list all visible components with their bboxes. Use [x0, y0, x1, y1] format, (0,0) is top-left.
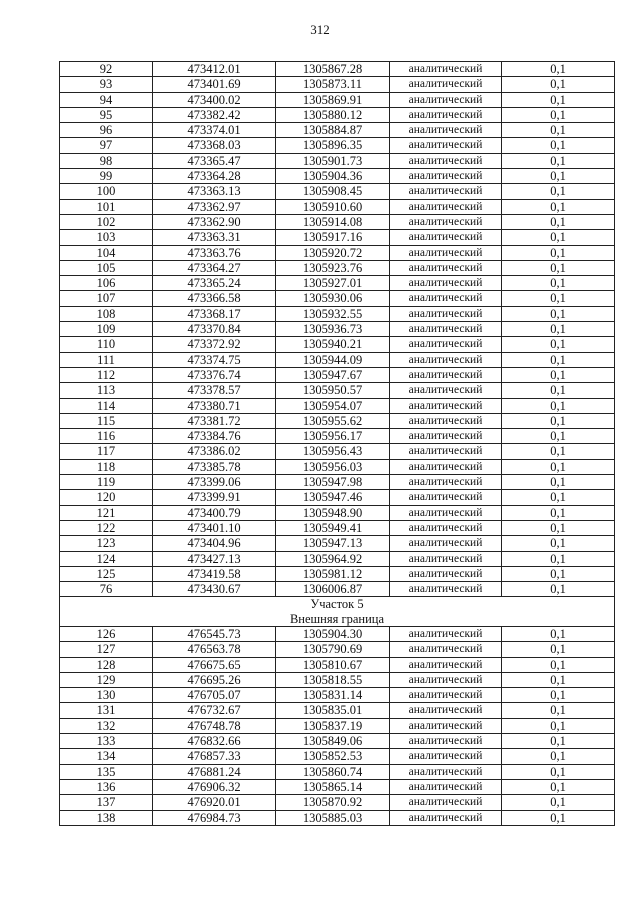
point-number-cell: 104 [60, 245, 153, 260]
point-number-cell: 123 [60, 536, 153, 551]
y-coordinate-cell: 1305936.73 [276, 322, 390, 337]
method-cell: аналитический [390, 77, 502, 92]
point-number-cell: 105 [60, 260, 153, 275]
y-coordinate-cell: 1305790.69 [276, 642, 390, 657]
y-coordinate-cell: 1305947.98 [276, 475, 390, 490]
point-number-cell: 128 [60, 657, 153, 672]
point-number-cell: 129 [60, 672, 153, 687]
y-coordinate-cell: 1305947.13 [276, 536, 390, 551]
point-number-cell: 118 [60, 459, 153, 474]
point-number-cell: 108 [60, 306, 153, 321]
method-cell: аналитический [390, 398, 502, 413]
x-coordinate-cell: 476881.24 [153, 764, 276, 779]
y-coordinate-cell: 1305873.11 [276, 77, 390, 92]
accuracy-cell: 0,1 [502, 184, 615, 199]
table-row [60, 582, 615, 597]
table-row [60, 749, 615, 764]
x-coordinate-cell: 473374.75 [153, 352, 276, 367]
table-row [60, 123, 615, 138]
x-coordinate-cell: 473404.96 [153, 536, 276, 551]
accuracy-cell: 0,1 [502, 703, 615, 718]
x-coordinate-cell: 476984.73 [153, 810, 276, 825]
point-number-cell: 112 [60, 367, 153, 382]
method-cell: аналитический [390, 718, 502, 733]
y-coordinate-cell: 1305917.16 [276, 230, 390, 245]
method-cell: аналитический [390, 810, 502, 825]
table-row [60, 779, 615, 794]
accuracy-cell: 0,1 [502, 77, 615, 92]
method-cell: аналитический [390, 153, 502, 168]
method-cell: аналитический [390, 642, 502, 657]
method-cell: аналитический [390, 184, 502, 199]
point-number-cell: 99 [60, 169, 153, 184]
x-coordinate-cell: 476832.66 [153, 734, 276, 749]
y-coordinate-cell: 1305835.01 [276, 703, 390, 718]
point-number-cell: 102 [60, 214, 153, 229]
table-row [60, 551, 615, 566]
method-cell: аналитический [390, 260, 502, 275]
x-coordinate-cell: 473372.92 [153, 337, 276, 352]
point-number-cell: 127 [60, 642, 153, 657]
point-number-cell: 95 [60, 107, 153, 122]
method-cell: аналитический [390, 199, 502, 214]
x-coordinate-cell: 473364.28 [153, 169, 276, 184]
point-number-cell: 92 [60, 62, 153, 77]
method-cell: аналитический [390, 337, 502, 352]
method-cell: аналитический [390, 123, 502, 138]
y-coordinate-cell: 1305818.55 [276, 672, 390, 687]
x-coordinate-cell: 473366.58 [153, 291, 276, 306]
accuracy-cell: 0,1 [502, 291, 615, 306]
method-cell: аналитический [390, 749, 502, 764]
method-cell: аналитический [390, 459, 502, 474]
x-coordinate-cell: 476906.32 [153, 779, 276, 794]
accuracy-cell: 0,1 [502, 276, 615, 291]
y-coordinate-cell: 1305932.55 [276, 306, 390, 321]
method-cell: аналитический [390, 688, 502, 703]
table-row [60, 429, 615, 444]
accuracy-cell: 0,1 [502, 657, 615, 672]
table-row [60, 642, 615, 657]
x-coordinate-cell: 476705.07 [153, 688, 276, 703]
x-coordinate-cell: 476675.65 [153, 657, 276, 672]
method-cell: аналитический [390, 734, 502, 749]
method-cell: аналитический [390, 582, 502, 597]
accuracy-cell: 0,1 [502, 642, 615, 657]
point-number-cell: 122 [60, 520, 153, 535]
y-coordinate-cell: 1305923.76 [276, 260, 390, 275]
x-coordinate-cell: 473399.91 [153, 490, 276, 505]
x-coordinate-cell: 473364.27 [153, 260, 276, 275]
accuracy-cell: 0,1 [502, 505, 615, 520]
x-coordinate-cell: 473399.06 [153, 475, 276, 490]
accuracy-cell: 0,1 [502, 123, 615, 138]
x-coordinate-cell: 473400.79 [153, 505, 276, 520]
point-number-cell: 93 [60, 77, 153, 92]
y-coordinate-cell: 1305981.12 [276, 566, 390, 581]
x-coordinate-cell: 476920.01 [153, 795, 276, 810]
method-cell: аналитический [390, 536, 502, 551]
y-coordinate-cell: 1305904.30 [276, 626, 390, 641]
method-cell: аналитический [390, 779, 502, 794]
y-coordinate-cell: 1305949.41 [276, 520, 390, 535]
y-coordinate-cell: 1305865.14 [276, 779, 390, 794]
point-number-cell: 96 [60, 123, 153, 138]
y-coordinate-cell: 1305860.74 [276, 764, 390, 779]
method-cell: аналитический [390, 429, 502, 444]
point-number-cell: 103 [60, 230, 153, 245]
y-coordinate-cell: 1306006.87 [276, 582, 390, 597]
x-coordinate-cell: 473386.02 [153, 444, 276, 459]
accuracy-cell: 0,1 [502, 398, 615, 413]
method-cell: аналитический [390, 672, 502, 687]
accuracy-cell: 0,1 [502, 490, 615, 505]
table-row [60, 260, 615, 275]
accuracy-cell: 0,1 [502, 214, 615, 229]
x-coordinate-cell: 473365.24 [153, 276, 276, 291]
table-row [60, 352, 615, 367]
method-cell: аналитический [390, 764, 502, 779]
table-row [60, 199, 615, 214]
point-number-cell: 130 [60, 688, 153, 703]
table-row [60, 184, 615, 199]
y-coordinate-cell: 1305947.46 [276, 490, 390, 505]
accuracy-cell: 0,1 [502, 107, 615, 122]
x-coordinate-cell: 473370.84 [153, 322, 276, 337]
method-cell: аналитический [390, 291, 502, 306]
y-coordinate-cell: 1305940.21 [276, 337, 390, 352]
table-row [60, 306, 615, 321]
y-coordinate-cell: 1305914.08 [276, 214, 390, 229]
method-cell: аналитический [390, 322, 502, 337]
point-number-cell: 114 [60, 398, 153, 413]
method-cell: аналитический [390, 626, 502, 641]
y-coordinate-cell: 1305837.19 [276, 718, 390, 733]
table-row [60, 169, 615, 184]
table-row [60, 505, 615, 520]
x-coordinate-cell: 473374.01 [153, 123, 276, 138]
y-coordinate-cell: 1305896.35 [276, 138, 390, 153]
x-coordinate-cell: 473412.01 [153, 62, 276, 77]
y-coordinate-cell: 1305948.90 [276, 505, 390, 520]
accuracy-cell: 0,1 [502, 306, 615, 321]
section-header [60, 597, 615, 627]
point-number-cell: 125 [60, 566, 153, 581]
x-coordinate-cell: 473362.90 [153, 214, 276, 229]
point-number-cell: 113 [60, 383, 153, 398]
point-number-cell: 94 [60, 92, 153, 107]
y-coordinate-cell: 1305810.67 [276, 657, 390, 672]
x-coordinate-cell: 476732.67 [153, 703, 276, 718]
method-cell: аналитический [390, 490, 502, 505]
y-coordinate-cell: 1305955.62 [276, 413, 390, 428]
x-coordinate-cell: 473430.67 [153, 582, 276, 597]
table-row [60, 734, 615, 749]
table-row [60, 322, 615, 337]
y-coordinate-cell: 1305930.06 [276, 291, 390, 306]
point-number-cell: 135 [60, 764, 153, 779]
x-coordinate-cell: 476695.26 [153, 672, 276, 687]
point-number-cell: 97 [60, 138, 153, 153]
method-cell: аналитический [390, 245, 502, 260]
method-cell: аналитический [390, 276, 502, 291]
accuracy-cell: 0,1 [502, 352, 615, 367]
x-coordinate-cell: 473376.74 [153, 367, 276, 382]
method-cell: аналитический [390, 92, 502, 107]
point-number-cell: 137 [60, 795, 153, 810]
table-row [60, 153, 615, 168]
accuracy-cell: 0,1 [502, 92, 615, 107]
accuracy-cell: 0,1 [502, 749, 615, 764]
y-coordinate-cell: 1305904.36 [276, 169, 390, 184]
section-subtitle: Внешняя граница [60, 612, 615, 627]
table-row [60, 276, 615, 291]
accuracy-cell: 0,1 [502, 688, 615, 703]
method-cell: аналитический [390, 520, 502, 535]
table-row [60, 475, 615, 490]
point-number-cell: 134 [60, 749, 153, 764]
x-coordinate-cell: 473427.13 [153, 551, 276, 566]
accuracy-cell: 0,1 [502, 459, 615, 474]
x-coordinate-cell: 473365.47 [153, 153, 276, 168]
table-row [60, 703, 615, 718]
x-coordinate-cell: 473368.03 [153, 138, 276, 153]
y-coordinate-cell: 1305869.91 [276, 92, 390, 107]
accuracy-cell: 0,1 [502, 566, 615, 581]
y-coordinate-cell: 1305950.57 [276, 383, 390, 398]
method-cell: аналитический [390, 444, 502, 459]
y-coordinate-cell: 1305920.72 [276, 245, 390, 260]
point-number-cell: 106 [60, 276, 153, 291]
accuracy-cell: 0,1 [502, 810, 615, 825]
table-row [60, 77, 615, 92]
y-coordinate-cell: 1305870.92 [276, 795, 390, 810]
y-coordinate-cell: 1305947.67 [276, 367, 390, 382]
method-cell: аналитический [390, 107, 502, 122]
accuracy-cell: 0,1 [502, 413, 615, 428]
point-number-cell: 98 [60, 153, 153, 168]
x-coordinate-cell: 473363.31 [153, 230, 276, 245]
accuracy-cell: 0,1 [502, 475, 615, 490]
x-coordinate-cell: 473419.58 [153, 566, 276, 581]
page-number: 312 [310, 22, 330, 37]
table-row [60, 688, 615, 703]
accuracy-cell: 0,1 [502, 626, 615, 641]
method-cell: аналитический [390, 657, 502, 672]
table-row [60, 718, 615, 733]
accuracy-cell: 0,1 [502, 337, 615, 352]
table-row [60, 810, 615, 825]
table-row [60, 245, 615, 260]
x-coordinate-cell: 476857.33 [153, 749, 276, 764]
y-coordinate-cell: 1305880.12 [276, 107, 390, 122]
accuracy-cell: 0,1 [502, 444, 615, 459]
coordinates-table [59, 61, 615, 826]
point-number-cell: 76 [60, 582, 153, 597]
accuracy-cell: 0,1 [502, 62, 615, 77]
table-row [60, 566, 615, 581]
accuracy-cell: 0,1 [502, 734, 615, 749]
x-coordinate-cell: 473363.13 [153, 184, 276, 199]
accuracy-cell: 0,1 [502, 383, 615, 398]
x-coordinate-cell: 476748.78 [153, 718, 276, 733]
method-cell: аналитический [390, 795, 502, 810]
method-cell: аналитический [390, 475, 502, 490]
x-coordinate-cell: 473381.72 [153, 413, 276, 428]
x-coordinate-cell: 473378.57 [153, 383, 276, 398]
accuracy-cell: 0,1 [502, 764, 615, 779]
x-coordinate-cell: 473382.42 [153, 107, 276, 122]
method-cell: аналитический [390, 230, 502, 245]
x-coordinate-cell: 473380.71 [153, 398, 276, 413]
table-row [60, 626, 615, 641]
point-number-cell: 101 [60, 199, 153, 214]
point-number-cell: 121 [60, 505, 153, 520]
table-row [60, 92, 615, 107]
table-row [60, 795, 615, 810]
point-number-cell: 138 [60, 810, 153, 825]
y-coordinate-cell: 1305867.28 [276, 62, 390, 77]
table-row [60, 291, 615, 306]
point-number-cell: 107 [60, 291, 153, 306]
accuracy-cell: 0,1 [502, 322, 615, 337]
y-coordinate-cell: 1305852.53 [276, 749, 390, 764]
point-number-cell: 119 [60, 475, 153, 490]
table-row [60, 459, 615, 474]
method-cell: аналитический [390, 551, 502, 566]
table-row [60, 62, 615, 77]
point-number-cell: 115 [60, 413, 153, 428]
table-row [60, 337, 615, 352]
method-cell: аналитический [390, 62, 502, 77]
accuracy-cell: 0,1 [502, 199, 615, 214]
y-coordinate-cell: 1305885.03 [276, 810, 390, 825]
point-number-cell: 109 [60, 322, 153, 337]
accuracy-cell: 0,1 [502, 245, 615, 260]
table-row [60, 764, 615, 779]
x-coordinate-cell: 473385.78 [153, 459, 276, 474]
y-coordinate-cell: 1305956.43 [276, 444, 390, 459]
x-coordinate-cell: 473401.69 [153, 77, 276, 92]
accuracy-cell: 0,1 [502, 260, 615, 275]
x-coordinate-cell: 476563.78 [153, 642, 276, 657]
y-coordinate-cell: 1305954.07 [276, 398, 390, 413]
table-body-part-2 [60, 626, 615, 825]
accuracy-cell: 0,1 [502, 153, 615, 168]
point-number-cell: 133 [60, 734, 153, 749]
x-coordinate-cell: 473401.10 [153, 520, 276, 535]
x-coordinate-cell: 473384.76 [153, 429, 276, 444]
method-cell: аналитический [390, 703, 502, 718]
method-cell: аналитический [390, 566, 502, 581]
y-coordinate-cell: 1305910.60 [276, 199, 390, 214]
x-coordinate-cell: 476545.73 [153, 626, 276, 641]
section-title: Участок 5 [60, 597, 615, 612]
accuracy-cell: 0,1 [502, 169, 615, 184]
table-row [60, 214, 615, 229]
y-coordinate-cell: 1305956.03 [276, 459, 390, 474]
point-number-cell: 111 [60, 352, 153, 367]
accuracy-cell: 0,1 [502, 718, 615, 733]
table-row [60, 657, 615, 672]
table-row [60, 520, 615, 535]
table-row [60, 107, 615, 122]
point-number-cell: 120 [60, 490, 153, 505]
x-coordinate-cell: 473363.76 [153, 245, 276, 260]
method-cell: аналитический [390, 367, 502, 382]
y-coordinate-cell: 1305849.06 [276, 734, 390, 749]
method-cell: аналитический [390, 505, 502, 520]
accuracy-cell: 0,1 [502, 795, 615, 810]
accuracy-cell: 0,1 [502, 367, 615, 382]
point-number-cell: 132 [60, 718, 153, 733]
y-coordinate-cell: 1305956.17 [276, 429, 390, 444]
method-cell: аналитический [390, 138, 502, 153]
table-row [60, 672, 615, 687]
y-coordinate-cell: 1305927.01 [276, 276, 390, 291]
accuracy-cell: 0,1 [502, 582, 615, 597]
table-row [60, 398, 615, 413]
accuracy-cell: 0,1 [502, 138, 615, 153]
table-row [60, 444, 615, 459]
point-number-cell: 100 [60, 184, 153, 199]
method-cell: аналитический [390, 214, 502, 229]
method-cell: аналитический [390, 306, 502, 321]
method-cell: аналитический [390, 413, 502, 428]
y-coordinate-cell: 1305831.14 [276, 688, 390, 703]
point-number-cell: 126 [60, 626, 153, 641]
accuracy-cell: 0,1 [502, 779, 615, 794]
point-number-cell: 117 [60, 444, 153, 459]
point-number-cell: 131 [60, 703, 153, 718]
y-coordinate-cell: 1305908.45 [276, 184, 390, 199]
point-number-cell: 136 [60, 779, 153, 794]
method-cell: аналитический [390, 352, 502, 367]
x-coordinate-cell: 473400.02 [153, 92, 276, 107]
table-row [60, 230, 615, 245]
method-cell: аналитический [390, 169, 502, 184]
accuracy-cell: 0,1 [502, 672, 615, 687]
x-coordinate-cell: 473362.97 [153, 199, 276, 214]
table-row [60, 367, 615, 382]
y-coordinate-cell: 1305901.73 [276, 153, 390, 168]
table-row [60, 490, 615, 505]
y-coordinate-cell: 1305884.87 [276, 123, 390, 138]
accuracy-cell: 0,1 [502, 520, 615, 535]
point-number-cell: 124 [60, 551, 153, 566]
accuracy-cell: 0,1 [502, 230, 615, 245]
y-coordinate-cell: 1305944.09 [276, 352, 390, 367]
point-number-cell: 110 [60, 337, 153, 352]
table-row [60, 383, 615, 398]
table-row [60, 138, 615, 153]
accuracy-cell: 0,1 [502, 551, 615, 566]
y-coordinate-cell: 1305964.92 [276, 551, 390, 566]
x-coordinate-cell: 473368.17 [153, 306, 276, 321]
table-row [60, 413, 615, 428]
accuracy-cell: 0,1 [502, 536, 615, 551]
accuracy-cell: 0,1 [502, 429, 615, 444]
method-cell: аналитический [390, 383, 502, 398]
table-row [60, 536, 615, 551]
table-body-part-1 [60, 62, 615, 597]
point-number-cell: 116 [60, 429, 153, 444]
